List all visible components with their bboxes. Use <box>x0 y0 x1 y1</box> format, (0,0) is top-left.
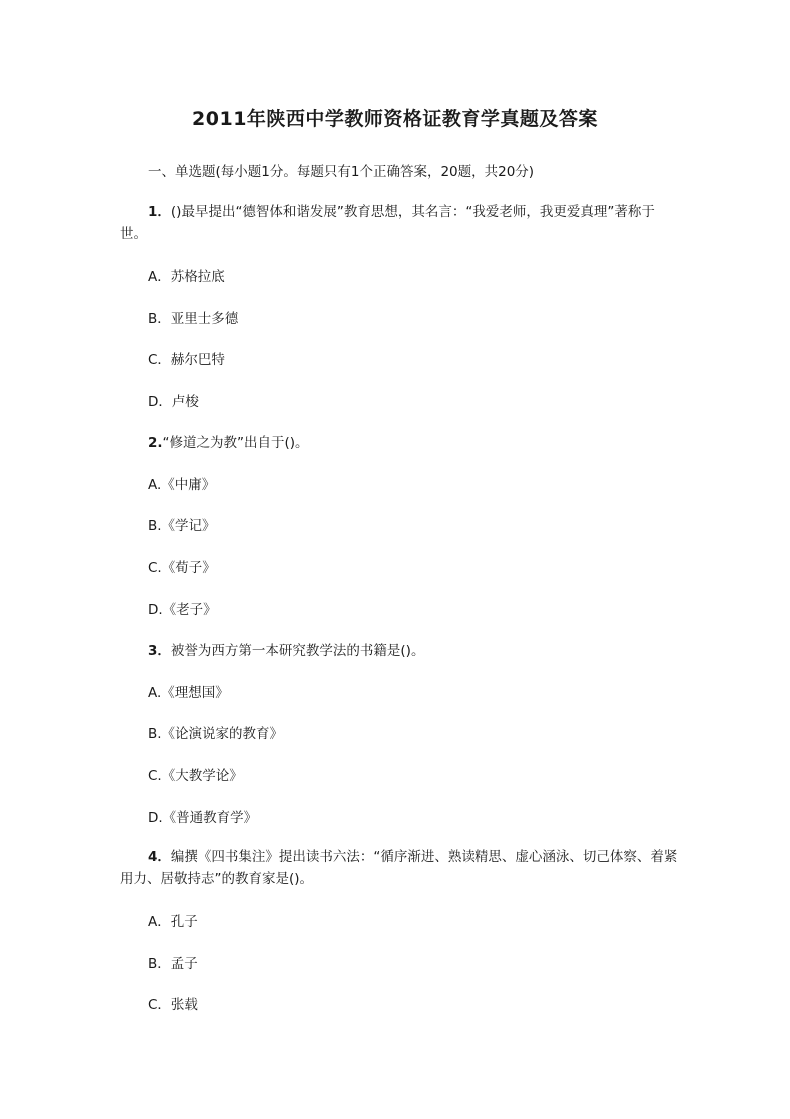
question-2-option-b: B.《学记》 <box>148 518 216 534</box>
question-2-stem <box>148 431 309 451</box>
question-4-option-b: B．孟子 <box>148 956 198 972</box>
question-text: 被誉为西方第一本研究教学法的书籍是()。 <box>170 643 425 659</box>
question-3-stem <box>148 639 424 659</box>
question-3-option-b: B.《论演说家的教育》 <box>148 726 284 742</box>
question-4-stem <box>120 846 680 890</box>
question-1-stem <box>120 201 680 245</box>
question-1-option-b: B．亚里士多德 <box>148 311 239 327</box>
question-4-option-c: C．张载 <box>148 997 198 1013</box>
question-2-option-d: D.《老子》 <box>148 602 217 618</box>
question-1-option-c: C．赫尔巴特 <box>148 352 225 368</box>
question-3-option-d: D.《普通教育学》 <box>148 810 258 826</box>
question-number: 4． <box>148 849 171 865</box>
question-number: 3． <box>148 643 171 659</box>
question-1-option-d: D．卢梭 <box>148 394 199 410</box>
question-number: 1． <box>148 204 171 220</box>
question-text: ()最早提出“德智体和谐发展”教育思想，其名言：“我爱老师，我更爱真理”著称于世。 <box>120 204 655 242</box>
section-heading: 一、单选题(每小题1分。每题只有1个正确答案，20题，共20分) <box>148 164 535 180</box>
question-4-option-a: A．孔子 <box>148 914 198 930</box>
question-text: “修道之为教”出自于()。 <box>162 435 309 451</box>
question-3-option-c: C.《大教学论》 <box>148 768 243 784</box>
document-title: 2011年陕西中学教师资格证教育学真题及答案 <box>192 108 598 130</box>
question-2-option-a: A.《中庸》 <box>148 477 216 493</box>
question-3-option-a: A.《理想国》 <box>148 685 229 701</box>
question-text: 编撰《四书集注》提出读书六法：“循序渐进、熟读精思、虚心涵泳、切己体察、着紧用力、居敬持志”的教育家是()。 <box>120 849 678 887</box>
question-number: 2. <box>148 435 163 451</box>
question-2-option-c: C.《荀子》 <box>148 560 216 576</box>
question-1-option-a: A．苏格拉底 <box>148 269 225 285</box>
